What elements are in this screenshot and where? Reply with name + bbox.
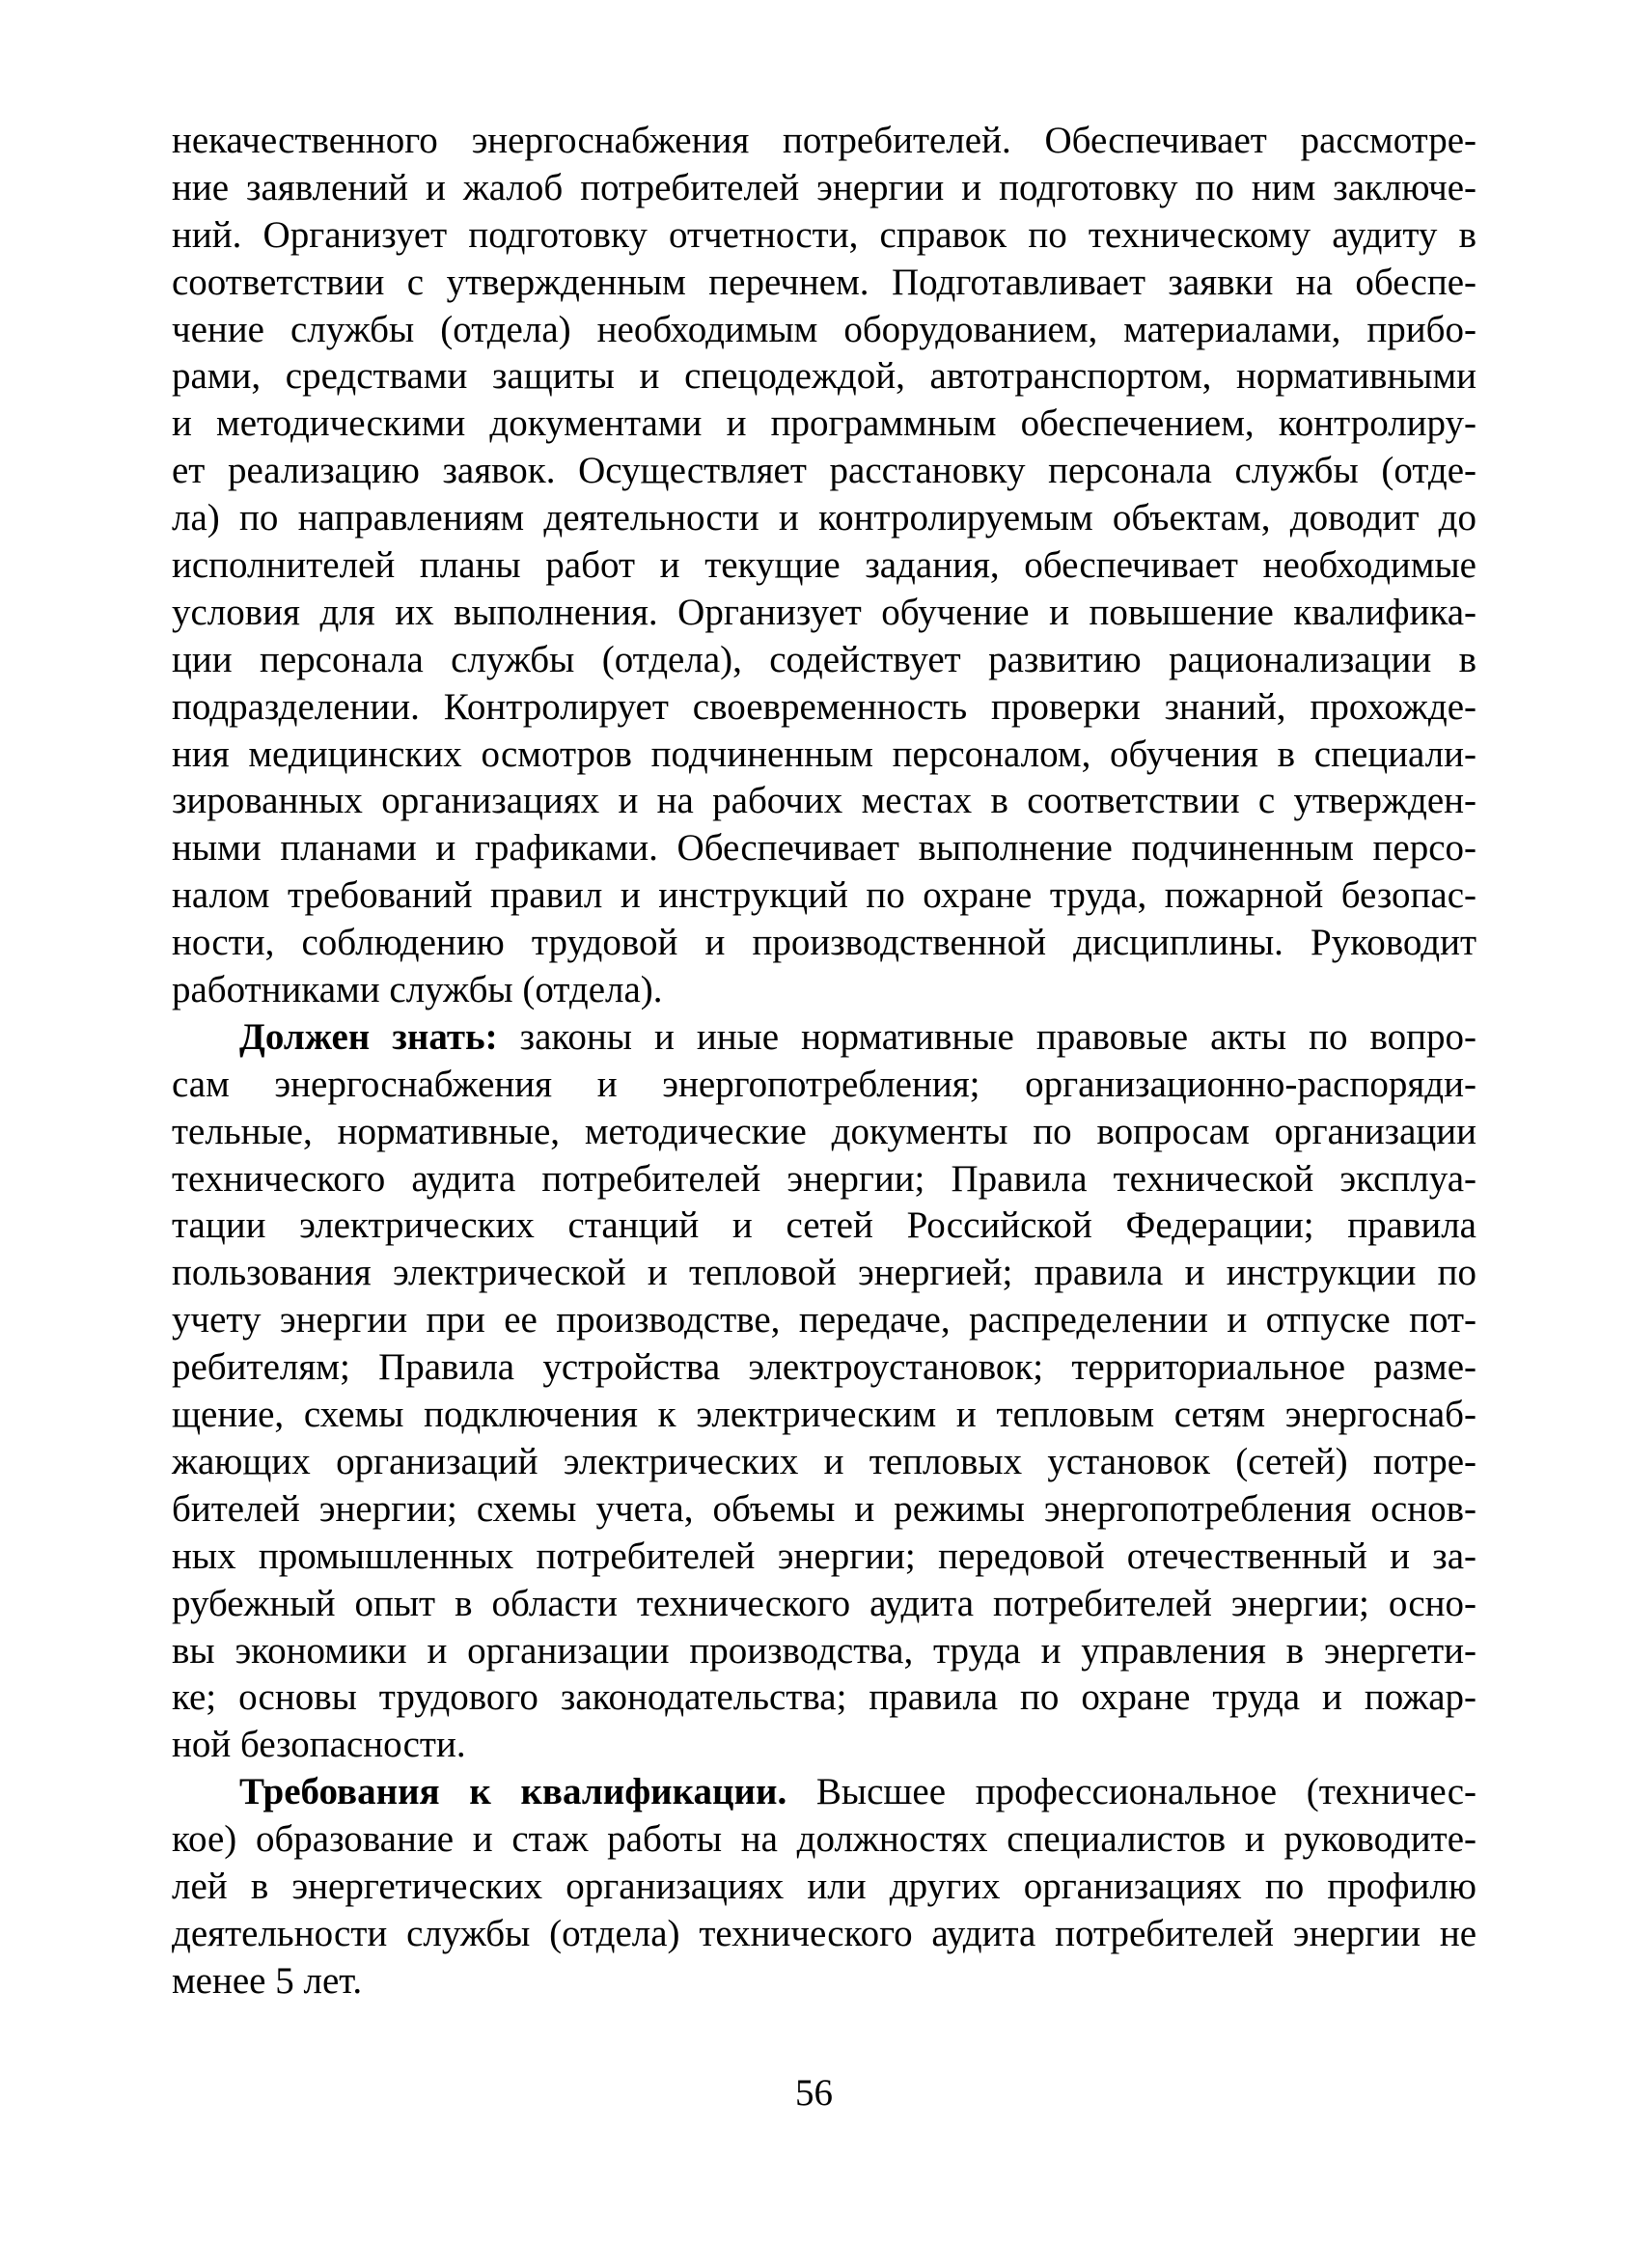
text-line: ными планами и графиками. Обеспечивает выполнение подчиненным персо- (172, 827, 1476, 870)
text-line: и методическими документами и программным обеспечением, контролиру- (172, 402, 1476, 445)
text-line: соответствии с утвержденным перечнем. Подготавливает заявки на обеспе- (172, 261, 1476, 303)
text-line: жающих организаций электрических и тепловых установок (сетей) потре- (172, 1440, 1476, 1482)
text-fragment: Высшее профессиональное (техничес- (786, 1771, 1477, 1813)
must-know-heading: Должен знать: (239, 1015, 498, 1058)
text-line: ний. Организует подготовку отчетности, справок по техническому аудиту в (172, 213, 1476, 256)
text-line: налом требований правил и инструкций по охране труда, пожарной безопас- (172, 874, 1476, 917)
text-line: сам энергоснабжения и энергопотребления; организационно-распоряди- (172, 1063, 1476, 1105)
text-line: щение, схемы подключения к электрическим и тепловым сетям энергоснаб- (172, 1394, 1476, 1436)
text-line: деятельности службы (отдела) технического аудита потребителей энергии не (172, 1912, 1476, 1954)
paragraph-duties (172, 118, 1476, 1014)
text-line: работниками службы (отдела). (172, 969, 663, 1011)
text-line: исполнителей планы работ и текущие задания, обеспечивает необходимые (172, 544, 1476, 587)
text-line: ке; основы трудового законодательства; правила по охране труда и пожар- (172, 1676, 1476, 1719)
text-line: рами, средствами защиты и спецодеждой, автотранспортом, нормативными (172, 355, 1476, 398)
text-line: ребителям; Правила устройства электроустановок; территориальное разме- (172, 1346, 1476, 1389)
page-number: 56 (795, 2072, 833, 2114)
text-line: пользования электрической и тепловой энергией; правила и инструкции по (172, 1252, 1476, 1294)
text-line: вы экономики и организации производства, труда и управления в энергети- (172, 1629, 1476, 1672)
text-line: тельные, нормативные, методические документы по вопросам организации (172, 1110, 1476, 1152)
text-line: ной безопасности. (172, 1724, 466, 1766)
text-line: ния медицинских осмотров подчиненным персоналом, обучения в специали- (172, 733, 1476, 775)
text-line: условия для их выполнения. Организует обучение и повышение квалифика- (172, 591, 1476, 633)
text-line: некачественного энергоснабжения потребителей. Обеспечивает рассмотре- (172, 120, 1476, 161)
text-line: подразделении. Контролирует своевременность проверки знаний, прохожде- (172, 685, 1476, 728)
text-line: менее 5 лет. (172, 1959, 363, 2002)
text-line: ла) по направлениям деятельности и контролируемым объектам, доводит до (172, 497, 1476, 539)
text-line: ет реализацию заявок. Осуществляет расстановку персонала службы (отде- (172, 450, 1476, 492)
text-line: учету энергии при ее производстве, передаче, распределении и отпуске пот- (172, 1299, 1476, 1341)
text-line: кое) образование и стаж работы на должностях специалистов и руководите- (172, 1818, 1476, 1861)
text-line: бителей энергии; схемы учета, объемы и режимы энергопотребления основ- (172, 1487, 1476, 1530)
text-line: технического аудита потребителей энергии; Правила технической эксплуа- (172, 1157, 1476, 1200)
text-line: ных промышленных потребителей энергии; передовой отечественный и за- (172, 1535, 1476, 1577)
text-line (172, 1014, 1476, 1062)
text-line: ции персонала службы (отдела), содействует развитию рационализации в (172, 638, 1476, 680)
text-line: тации электрических станций и сетей Российской Федерации; правила (172, 1204, 1476, 1247)
text-line: ние заявлений и жалоб потребителей энергии и подготовку по ним заключе- (172, 166, 1476, 208)
text-fragment: законы и иные нормативные правовые акты по вопро- (497, 1015, 1476, 1058)
body-text (172, 118, 1476, 2005)
qualification-heading: Требования к квалификации. (239, 1771, 787, 1813)
text-line: лей в энергетических организациях или других организациях по профилю (172, 1865, 1476, 1907)
text-line (172, 1769, 1476, 1816)
text-line: чение службы (отдела) необходимым оборудованием, материалами, прибо- (172, 308, 1476, 350)
paragraph-qualification (172, 1769, 1476, 2005)
text-line: рубежный опыт в области технического аудита потребителей энергии; осно- (172, 1582, 1476, 1624)
text-line: ности, соблюдению трудовой и производственной дисциплины. Руководит (172, 922, 1476, 964)
paragraph-must-know (172, 1014, 1476, 1769)
text-line: зированных организациях и на рабочих местах в соответствии с утвержден- (172, 780, 1476, 822)
